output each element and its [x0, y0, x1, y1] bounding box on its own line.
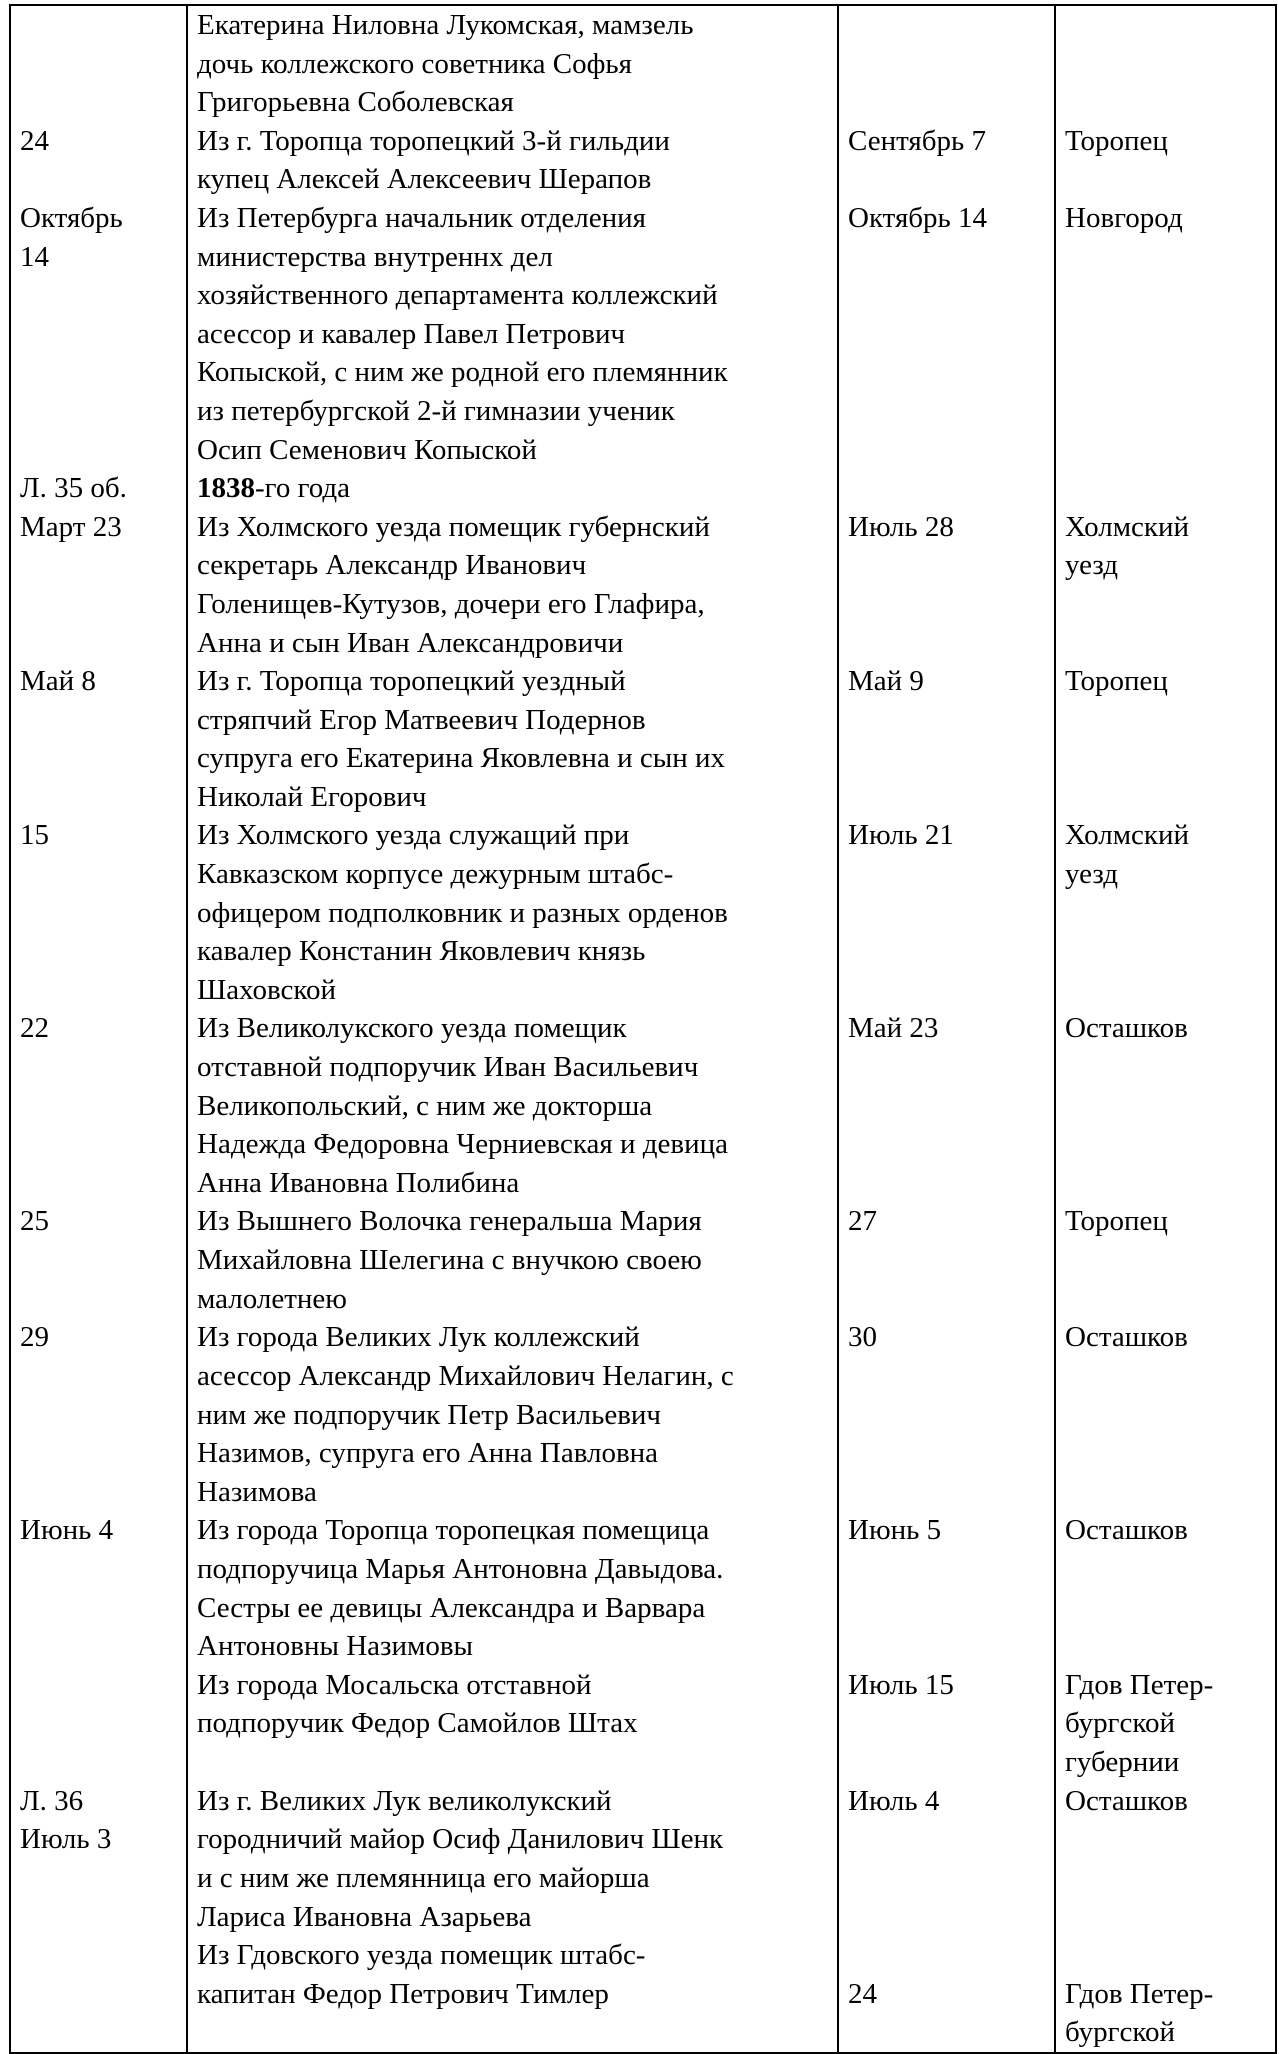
table-row — [10, 1009, 1276, 1202]
entry-cell: Екатерина Ниловна Лукомская, мамзель дочь коллежского советника Софья Григорьевна Соболевская — [187, 5, 838, 122]
date-cell: Май 8 — [10, 662, 187, 816]
table-row — [10, 1318, 1276, 1511]
entry-cell: Из города Мосальска отставной подпоручик Федор Самойлов Штах — [187, 1666, 838, 1782]
date-cell — [10, 1666, 187, 1782]
register-body — [10, 5, 1276, 2053]
table-row — [10, 1666, 1276, 1782]
date-cell: 24 — [10, 122, 187, 199]
destination-cell: Гдов Петер- бургской — [1055, 1936, 1276, 2053]
destination-cell: Осташков — [1055, 1318, 1276, 1511]
entry-cell: Из Петербурга начальник отделения министерства внутреннх дел хозяйственного департамента коллежский асессор и кавалер Павел Петрович Копыской, с ним же родной его племянник из петербургской 2-й гимназии ученик Осип Семенович Копыской — [187, 199, 838, 469]
table-row — [10, 816, 1276, 1009]
date-cell: 29 — [10, 1318, 187, 1511]
entry-cell: Из г. Великих Лук великолукский городничий майор Осиф Данилович Шенк и с ним же племянница его майорша Лариса Ивановна Азарьева — [187, 1782, 838, 1936]
destination-cell: Новгород — [1055, 199, 1276, 469]
year-number: 1838 — [197, 472, 255, 505]
date-cell: Март 23 — [10, 508, 187, 662]
destination-cell — [1055, 469, 1276, 508]
year-suffix: -го года — [255, 472, 351, 505]
destination-cell: Торопец — [1055, 662, 1276, 816]
date-cell: 15 — [10, 816, 187, 1009]
table-row — [10, 199, 1276, 469]
entry-cell: Из г. Торопца торопецкий 3-й гильдии купец Алексей Алексеевич Шерапов — [187, 122, 838, 199]
departure-cell: 24 — [838, 1936, 1055, 2053]
departure-cell: Июль 28 — [838, 508, 1055, 662]
departure-cell: 27 — [838, 1202, 1055, 1318]
table-row — [10, 5, 1276, 122]
table-row — [10, 1936, 1276, 2053]
entry-cell: Из Вышнего Волочка генеральша Мария Михайловна Шелегина с внучкою своею малолетнею — [187, 1202, 838, 1318]
entry-cell: Из Гдовского уезда помещик штабс- капитан Федор Петрович Тимлер — [187, 1936, 838, 2053]
destination-cell: Холмский уезд — [1055, 508, 1276, 662]
year-heading-cell — [187, 469, 838, 508]
date-cell: Л. 36 Июль 3 — [10, 1782, 187, 1936]
departure-cell: Сентябрь 7 — [838, 122, 1055, 199]
table-row — [10, 662, 1276, 816]
entry-cell: Из города Торопца торопецкая помещица подпоручица Марья Антоновна Давыдова. Сестры ее девицы Александра и Варвара Антоновны Назимовы — [187, 1511, 838, 1665]
date-cell: 22 — [10, 1009, 187, 1202]
departure-cell: 30 — [838, 1318, 1055, 1511]
departure-cell: Июль 15 — [838, 1666, 1055, 1782]
table-row — [10, 1511, 1276, 1665]
entry-cell: Из Великолукского уезда помещик отставной подпоручик Иван Васильевич Великопольский, с ним же докторша Надежда Федоровна Черниевская и девица Анна Ивановна Полибина — [187, 1009, 838, 1202]
date-cell — [10, 5, 187, 122]
destination-cell — [1055, 5, 1276, 122]
departure-cell: Июль 21 — [838, 816, 1055, 1009]
table-row — [10, 508, 1276, 662]
register-table — [9, 4, 1277, 2054]
destination-cell: Торопец — [1055, 122, 1276, 199]
entry-cell: Из Холмского уезда служащий при Кавказском корпусе дежурным штабс- офицером подполковник и разных орденов кавалер Констанин Яковлевич князь Шаховской — [187, 816, 838, 1009]
departure-cell: Май 23 — [838, 1009, 1055, 1202]
date-cell: 25 — [10, 1202, 187, 1318]
departure-cell: Май 9 — [838, 662, 1055, 816]
destination-cell: Гдов Петер- бургской губернии — [1055, 1666, 1276, 1782]
departure-cell: Июль 4 — [838, 1782, 1055, 1936]
destination-cell: Осташков — [1055, 1009, 1276, 1202]
folio-cell: Л. 35 об. — [10, 469, 187, 508]
departure-cell — [838, 469, 1055, 508]
entry-cell: Из города Великих Лук коллежский асессор Александр Михайлович Нелагин, с ним же подпоручик Петр Васильевич Назимов, супруга его Анна Павловна Назимова — [187, 1318, 838, 1511]
destination-cell: Торопец — [1055, 1202, 1276, 1318]
destination-cell: Осташков — [1055, 1782, 1276, 1936]
date-cell: Июнь 4 — [10, 1511, 187, 1665]
table-row — [10, 1782, 1276, 1936]
date-cell: Октябрь 14 — [10, 199, 187, 469]
departure-cell: Июнь 5 — [838, 1511, 1055, 1665]
table-row — [10, 122, 1276, 199]
entry-cell: Из г. Торопца торопецкий уездный стряпчий Егор Матвеевич Подернов супруга его Екатерина Яковлевна и сын их Николай Егорович — [187, 662, 838, 816]
entry-cell: Из Холмского уезда помещик губернский секретарь Александр Иванович Голенищев-Кутузов, дочери его Глафира, Анна и сын Иван Александровичи — [187, 508, 838, 662]
destination-cell: Осташков — [1055, 1511, 1276, 1665]
table-row — [10, 469, 1276, 508]
table-row — [10, 1202, 1276, 1318]
date-cell — [10, 1936, 187, 2053]
destination-cell: Холмский уезд — [1055, 816, 1276, 1009]
departure-cell — [838, 5, 1055, 122]
departure-cell: Октябрь 14 — [838, 199, 1055, 469]
